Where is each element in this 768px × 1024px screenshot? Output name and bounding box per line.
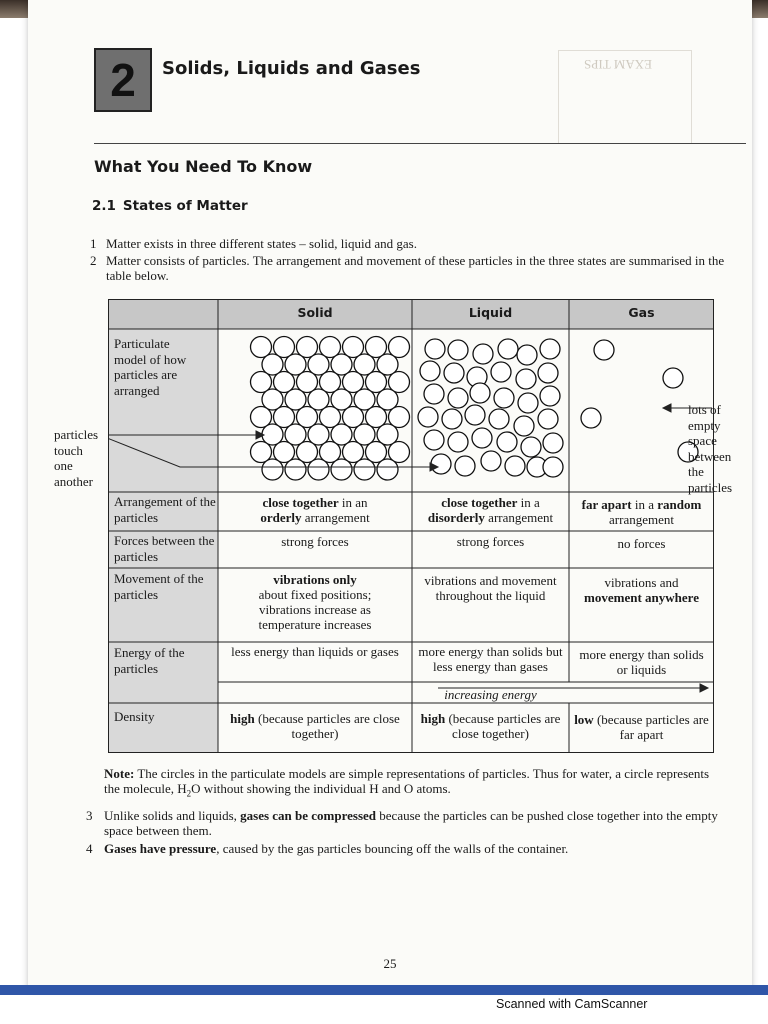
particle-circle	[540, 339, 560, 359]
cell-gas-arrangement: far apart in a random arrangement	[581, 497, 702, 527]
particle-circle	[465, 405, 485, 425]
section-number: 2.1	[92, 198, 116, 214]
title-rule	[94, 143, 746, 144]
section-heading	[92, 198, 248, 214]
cell-liquid-movement: vibrations and movement throughout the liquid	[424, 573, 557, 603]
cell-solid-arrangement: close together in an orderly arrangement	[260, 495, 370, 525]
point-text: Matter exists in three different states – solid, liquid and gas.	[106, 236, 417, 251]
particle-circle	[538, 363, 558, 383]
point-1	[90, 236, 730, 251]
particle-circle	[505, 456, 525, 476]
particle-circle	[308, 459, 329, 480]
particle-circle	[262, 459, 283, 480]
solid-particle-model	[251, 337, 410, 481]
cell-liquid-arrangement: close together in a disorderly arrangement	[427, 495, 554, 525]
row-label-movement: Movement of the particles	[114, 571, 204, 602]
scanner-watermark: Scanned with CamScanner	[496, 997, 648, 1011]
gas-particle-model	[581, 340, 698, 462]
point-text: Matter consists of particles. The arrangement and movement of these particles in the three states are summarised in the table below.	[106, 253, 725, 283]
cell-liquid-density: high (because particles are close together)	[420, 711, 561, 741]
particle-circle	[489, 409, 509, 429]
particle-circle	[442, 409, 462, 429]
point-number: 1	[90, 236, 97, 251]
particle-circle	[424, 430, 444, 450]
cell-gas-energy: more energy than solids or liquids	[579, 647, 704, 677]
particle-circle	[448, 340, 468, 360]
particle-circle	[543, 433, 563, 453]
particle-circle	[516, 369, 536, 389]
particle-circle	[418, 407, 438, 427]
particle-circle	[472, 428, 492, 448]
row-label-arrangement: Arrangement of the particles	[114, 494, 216, 525]
row-label-model: Particulate model of how particles are arranged	[114, 336, 187, 398]
particle-circle	[497, 432, 517, 452]
cell-liquid-forces: strong forces	[456, 534, 525, 549]
particle-circle	[663, 368, 683, 388]
point-text: Unlike solids and liquids, gases can be compressed because the particles can be pushed close together into the empty space between them.	[104, 808, 718, 838]
cell-gas-forces: no forces	[617, 536, 666, 551]
note-label: Note:	[104, 766, 135, 781]
increasing-energy-label: increasing energy	[444, 687, 537, 702]
particle-circle	[521, 437, 541, 457]
states-of-matter-table	[108, 299, 714, 753]
particle-circle	[448, 388, 468, 408]
cell-liquid-energy: more energy than solids but less energy than gases	[418, 644, 563, 674]
faint-showthrough-text: EXAM TIPS	[584, 57, 653, 72]
scan-bottom-edge	[0, 985, 768, 995]
cell-gas-movement: vibrations and movement anywhere	[584, 575, 699, 605]
particle-circle	[448, 432, 468, 452]
point-3	[86, 808, 726, 838]
header-solid: Solid	[297, 305, 333, 320]
particle-circle	[431, 454, 451, 474]
cell-solid-forces: strong forces	[281, 534, 349, 549]
point-number: 4	[86, 841, 93, 856]
particle-circle	[498, 339, 518, 359]
row-label-forces: Forces between the particles	[114, 533, 215, 564]
particle-circle	[518, 393, 538, 413]
cell-gas-density: low (because particles are far apart	[574, 712, 709, 742]
row-label-energy: Energy of the particles	[114, 645, 185, 676]
particle-circle	[377, 459, 398, 480]
particle-circle	[514, 416, 534, 436]
particle-circle	[473, 344, 493, 364]
particle-circle	[444, 363, 464, 383]
textbook-page	[28, 0, 752, 990]
particle-circle	[538, 409, 558, 429]
header-liquid: Liquid	[468, 305, 513, 320]
header-gas: Gas	[628, 305, 655, 320]
particle-circle	[285, 459, 306, 480]
particle-circle	[481, 451, 501, 471]
cell-solid-density: high (because particles are close together)	[230, 711, 400, 741]
particle-circle	[354, 459, 375, 480]
point-2	[90, 253, 730, 283]
particle-circle	[494, 388, 514, 408]
particle-circle	[581, 408, 601, 428]
page-number: 25	[383, 956, 397, 971]
particle-circle	[491, 362, 511, 382]
particle-circle	[540, 386, 560, 406]
point-4	[86, 841, 726, 856]
particle-circle	[470, 383, 490, 403]
point-number: 3	[86, 808, 93, 823]
particle-circle	[424, 384, 444, 404]
cell-solid-movement: vibrations only about fixed positions; vibrations increase as temperature increases	[258, 572, 372, 632]
note-paragraph: Note: The circles in the particulate models are simple representations of particles. Thus for water, a circle represents the molecule, $H_2O$ without showing the individual H and O atoms.	[104, 766, 710, 799]
liquid-particle-model	[418, 339, 563, 477]
particle-circle	[425, 339, 445, 359]
chapter-number-box: 2	[94, 48, 152, 112]
side-label-particles-touch: particles touch one another	[54, 427, 99, 489]
particle-circle	[594, 340, 614, 360]
particle-circle	[455, 456, 475, 476]
section-title: States of Matter	[122, 198, 248, 214]
side-label-empty-space: lots of empty space between the particles	[688, 402, 733, 495]
particle-circle	[420, 361, 440, 381]
chapter-title: Solids, Liquids and Gases	[162, 58, 421, 79]
point-number: 2	[90, 253, 97, 268]
point-text: Gases have pressure, caused by the gas particles bouncing off the walls of the container.	[104, 841, 569, 856]
particle-circle	[331, 459, 352, 480]
what-you-need-heading: What You Need To Know	[94, 157, 313, 176]
cell-solid-energy: less energy than liquids or gases	[231, 644, 399, 659]
row-label-density: Density	[114, 709, 155, 724]
particle-circle	[543, 457, 563, 477]
particle-circle	[517, 345, 537, 365]
